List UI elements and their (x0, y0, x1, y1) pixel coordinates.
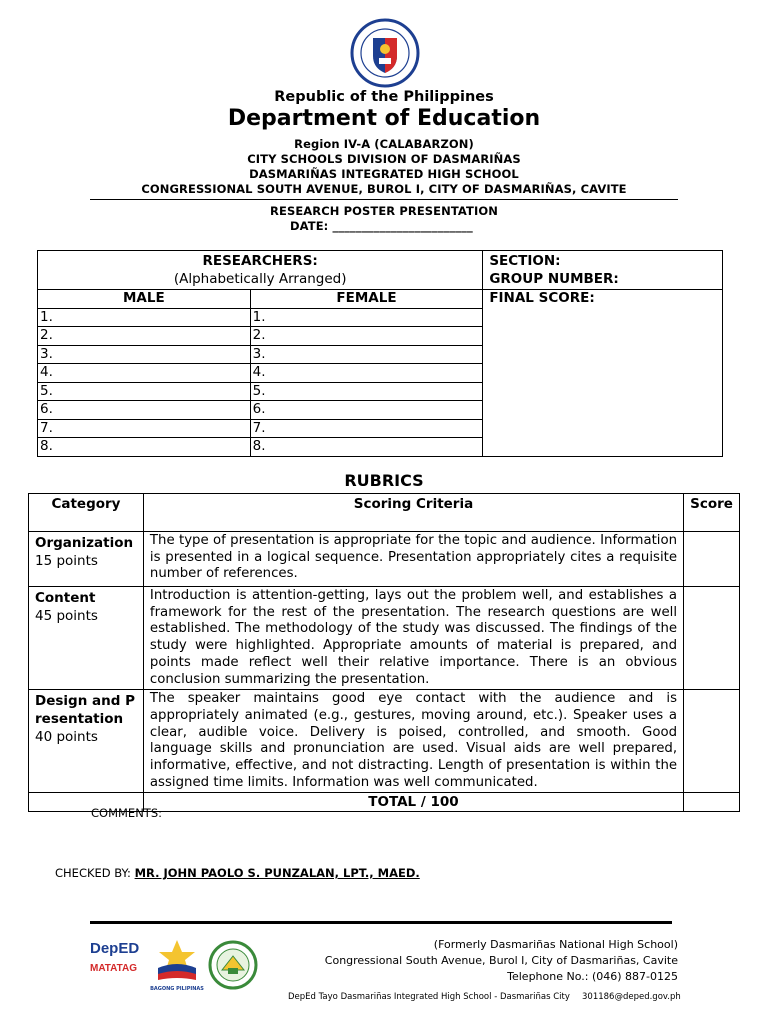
division-line: CITY SCHOOLS DIVISION OF DASMARIÑAS (247, 152, 521, 166)
bagong-pilipinas-icon (150, 938, 204, 982)
category-cell (29, 587, 144, 690)
total-score-cell[interactable] (684, 793, 740, 812)
rubrics-title: RUBRICS (344, 471, 424, 490)
form-title: RESEARCH POSTER PRESENTATION (270, 204, 498, 218)
table-row (29, 587, 740, 690)
bagong-pilipinas-caption: BAGONG PILIPINAS (150, 986, 204, 992)
table-row (29, 690, 740, 793)
date-field: DATE: ________________________ (290, 219, 473, 233)
comments-label: COMMENTS: (91, 806, 162, 820)
address-line: CONGRESSIONAL SOUTH AVENUE, BUROL I, CITY OF DASMARIÑAS, CAVITE (141, 182, 627, 196)
category-name: Organization (35, 535, 134, 551)
researchers-table (37, 250, 723, 457)
female-slot[interactable]: 7. (250, 419, 483, 438)
researchers-header (38, 251, 483, 290)
school-seal-icon (208, 940, 258, 990)
republic-heading: Republic of the Philippines (274, 89, 494, 105)
researchers-sub: (Alphabetically Arranged) (173, 271, 347, 287)
footer-email[interactable]: 301186@deped.gov.ph (582, 992, 681, 1002)
score-header: Score (684, 494, 740, 532)
deped-matatag-logo (90, 940, 146, 990)
female-slot[interactable]: 8. (250, 438, 483, 457)
score-cell[interactable] (684, 690, 740, 793)
female-slot[interactable]: 4. (250, 364, 483, 383)
male-header: MALE (38, 290, 251, 309)
female-slot[interactable]: 6. (250, 401, 483, 420)
male-slot[interactable]: 7. (38, 419, 251, 438)
school-line: DASMARIÑAS INTEGRATED HIGH SCHOOL (249, 167, 519, 181)
checked-by-label: CHECKED BY: (55, 866, 131, 880)
male-slot[interactable]: 4. (38, 364, 251, 383)
footer-page-name: DepEd Tayo Dasmariñas Integrated High School - Dasmariñas City (288, 992, 570, 1002)
male-slot[interactable]: 1. (38, 308, 251, 327)
rubrics-table (28, 493, 740, 812)
criteria-cell: Introduction is attention-getting, lays out the problem well, and establishes a framework for the rest of the presentation. The research questions are well established. The methodology of the study was discussed. The findings of the study were highlighted. Appropriate amounts of material is prepared, and points made reflect well their relative importance. There is an obvious conclusion summarizing the presentation. (143, 587, 683, 690)
male-slot[interactable]: 6. (38, 401, 251, 420)
criteria-cell: The type of presentation is appropriate for the topic and audience. Information is presented in a logical sequence. Presentation appropriately cites a requisite number of references. (143, 532, 683, 587)
researchers-label: RESEARCHERS: (202, 253, 318, 269)
category-cell (29, 690, 144, 793)
male-slot[interactable]: 8. (38, 438, 251, 457)
final-score-cell: FINAL SCORE: (483, 290, 723, 457)
female-slot[interactable]: 5. (250, 382, 483, 401)
bagong-pilipinas-logo (150, 938, 204, 990)
checker-name: MR. JOHN PAOLO S. PUNZALAN, LPT., MAED. (134, 866, 420, 880)
category-header: Category (29, 494, 144, 532)
female-slot[interactable]: 3. (250, 345, 483, 364)
footer-address: Congressional South Avenue, Burol I, City of Dasmariñas, Cavite (324, 954, 678, 967)
department-heading: Department of Education (227, 106, 541, 131)
table-row (29, 532, 740, 587)
group-label: GROUP NUMBER: (489, 271, 619, 287)
footer-formerly: (Formerly Dasmariñas National High School) (433, 938, 678, 951)
score-cell[interactable] (684, 532, 740, 587)
category-points: 15 points (35, 553, 98, 569)
section-label: SECTION: (489, 253, 561, 269)
deped-seal-icon (350, 18, 420, 88)
female-header: FEMALE (250, 290, 483, 309)
footer-divider (90, 921, 672, 924)
category-cell (29, 532, 144, 587)
criteria-header: Scoring Criteria (143, 494, 683, 532)
deped-logo-text: DepED (90, 940, 140, 957)
header-divider (90, 199, 678, 200)
criteria-cell: The speaker maintains good eye contact with the audience and is appropriately animated (e.g., gestures, moving around, etc.). Speaker uses a clear, audible voice. Delivery is poised, controlled, and smooth. Good language skills and pronunciation are used. Visual aids are well prepared, informative, effective, and not distracting. Length of presentation is within the assigned time limits. Information was well communicated. (143, 690, 683, 793)
footer-telephone: Telephone No.: (046) 887-0125 (507, 970, 678, 983)
category-name: Design and Presentation (35, 693, 135, 728)
checked-by (55, 866, 420, 880)
section-cell (483, 251, 723, 290)
category-points: 40 points (35, 729, 98, 746)
male-slot[interactable]: 5. (38, 382, 251, 401)
total-label: TOTAL / 100 (143, 793, 683, 812)
female-slot[interactable]: 2. (250, 327, 483, 346)
matatag-logo-text: MATATAG (90, 963, 138, 974)
male-slot[interactable]: 2. (38, 327, 251, 346)
category-points: 45 points (35, 608, 98, 624)
female-slot[interactable]: 1. (250, 308, 483, 327)
category-name: Content (35, 590, 96, 606)
male-slot[interactable]: 3. (38, 345, 251, 364)
score-cell[interactable] (684, 587, 740, 690)
region-line: Region IV-A (CALABARZON) (294, 137, 474, 151)
